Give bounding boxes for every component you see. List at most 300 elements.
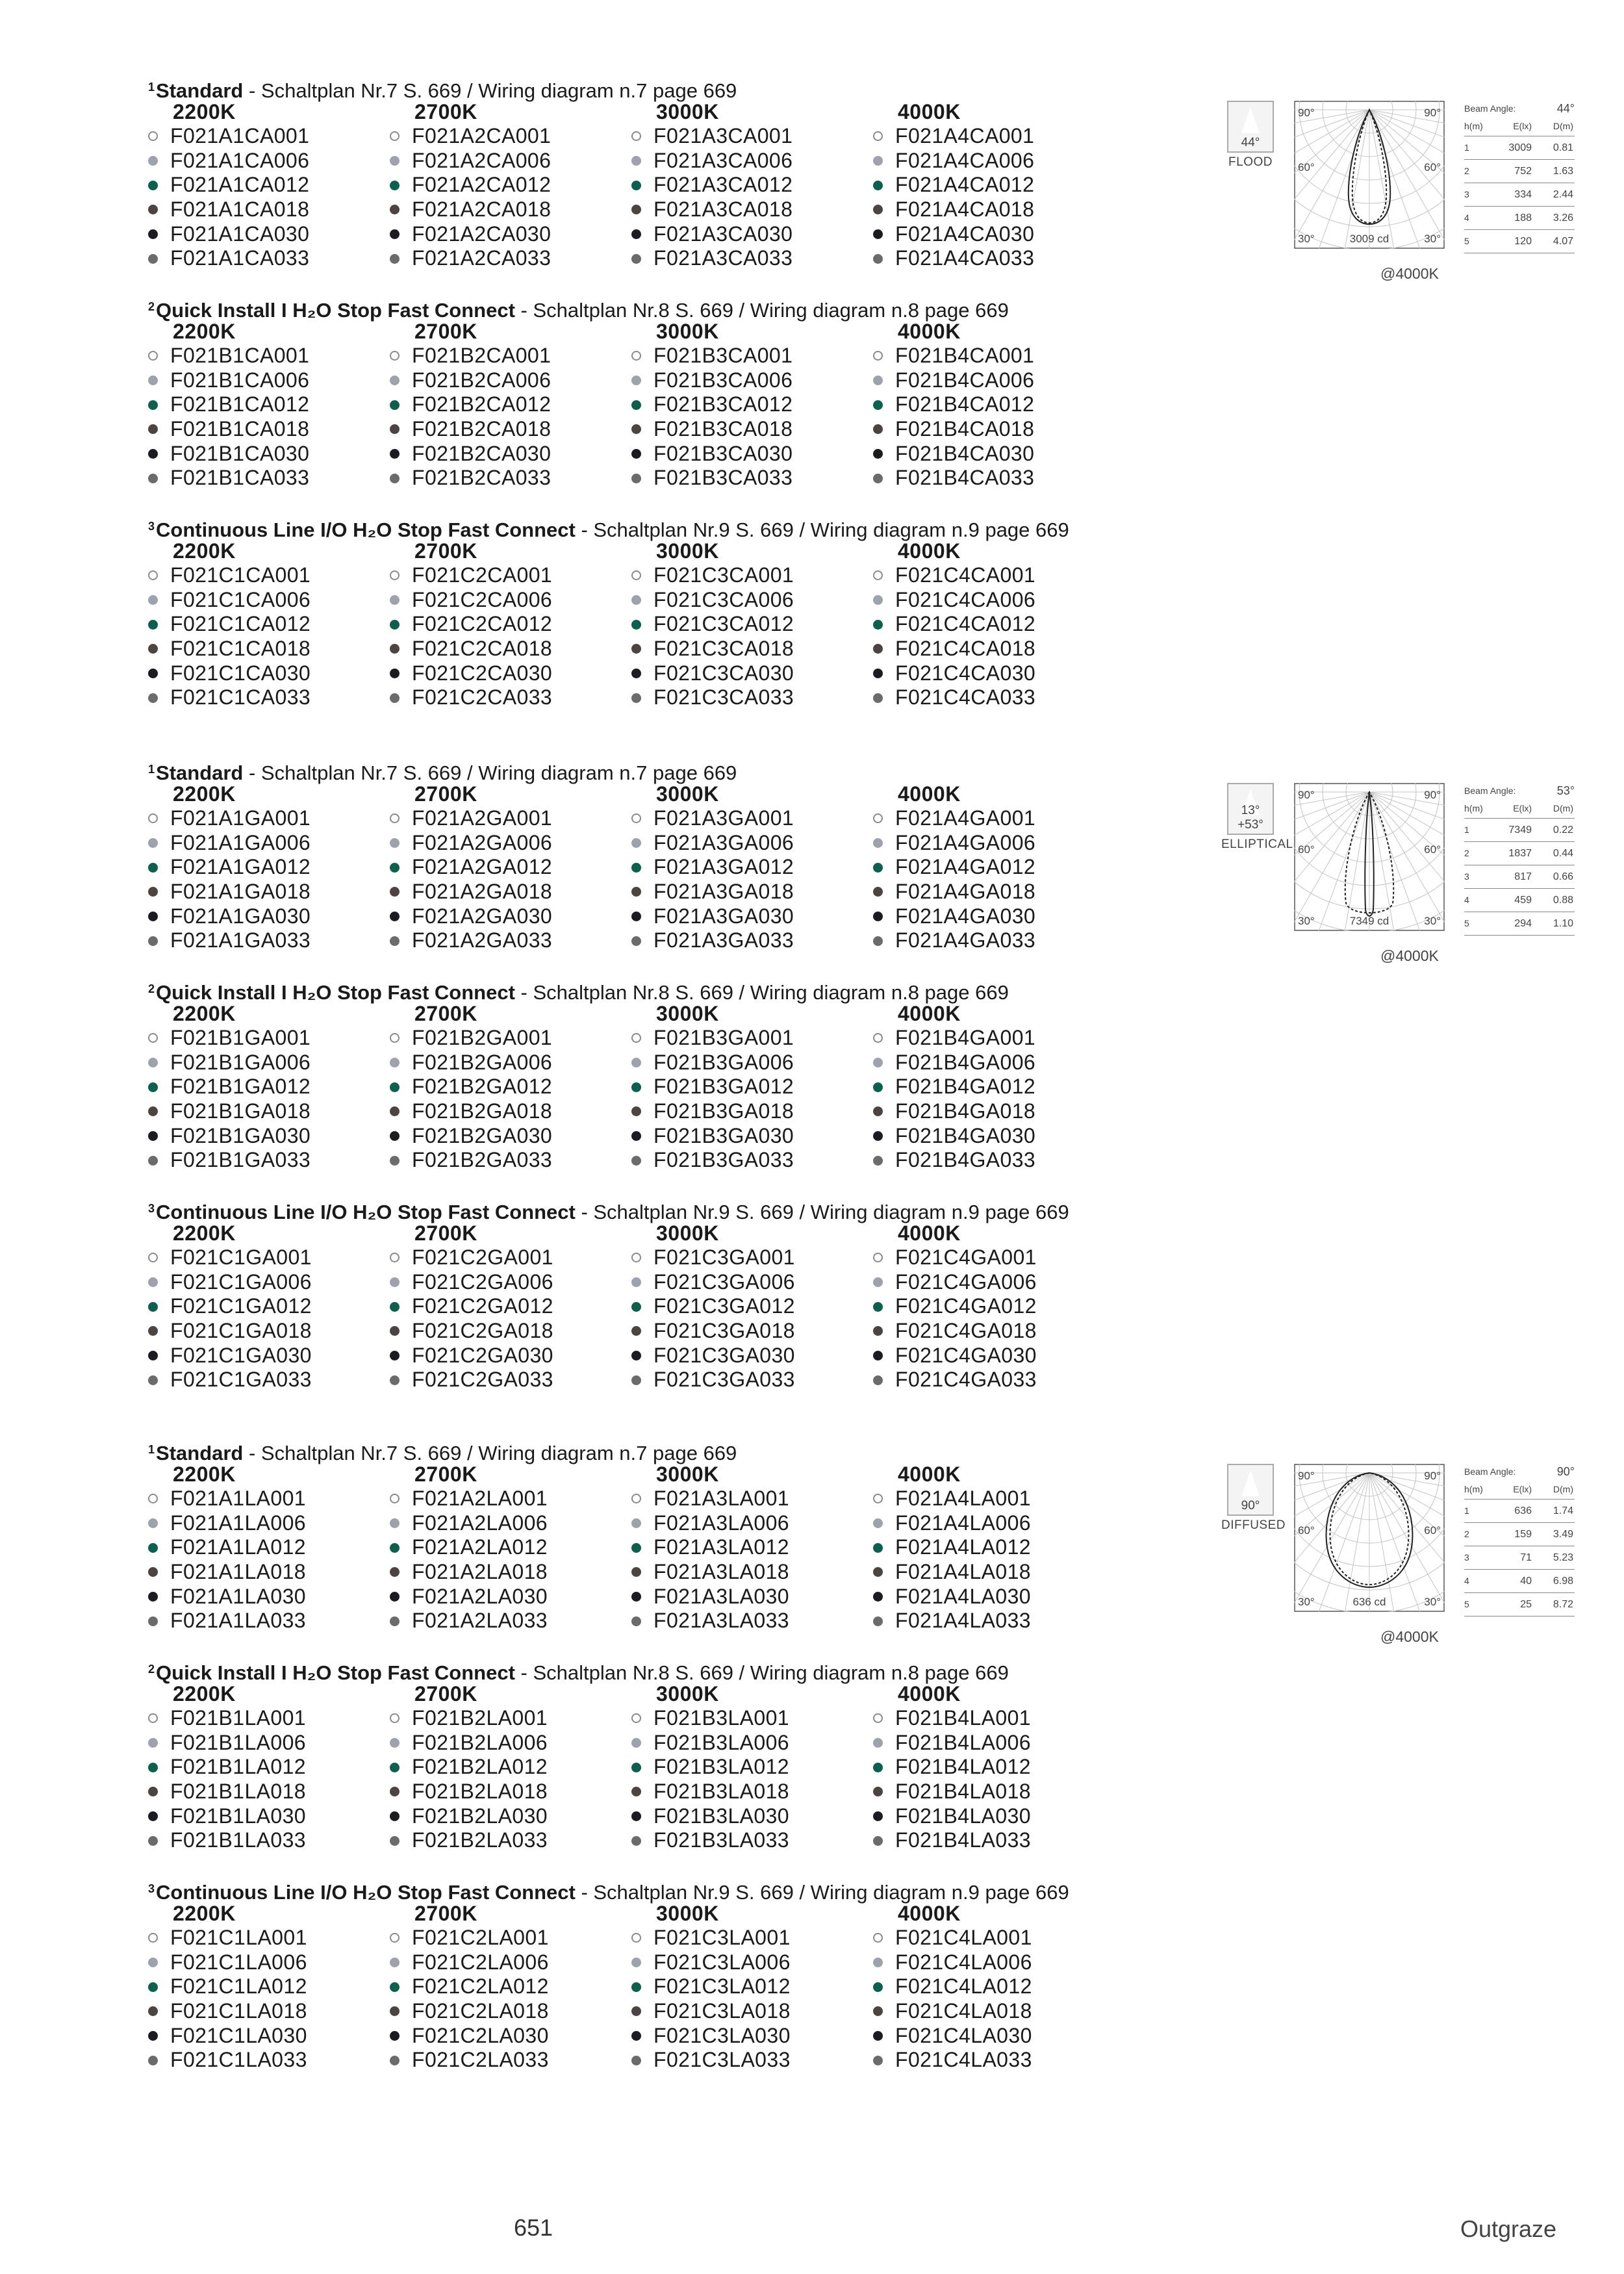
product-code-item [148,1585,390,1609]
product-code-item [873,588,1115,613]
product-code: F021A3GA012 [653,855,794,879]
beam-table [1464,101,1575,253]
beam-table-cell: 8.72 [1553,1599,1573,1610]
product-code-item [873,222,1115,247]
beam-table-cell: 3 [1464,189,1469,199]
product-code: F021A4LA033 [895,1609,1032,1633]
angle-label-90-right: 90° [1424,1470,1441,1482]
beam-table-cell: 5 [1464,236,1469,246]
angle-label-60-right: 60° [1424,843,1441,856]
product-code: F021C2LA012 [412,1974,549,1999]
finish-swatch-icon [148,1933,158,1943]
beam-table-row [1464,1593,1575,1616]
finish-swatch-icon [631,1738,641,1748]
product-code-item [631,1828,873,1853]
product-code: F021A4CA030 [895,222,1035,246]
product-code: F021B2LA030 [412,1804,548,1828]
product-subgroup [148,75,1174,294]
finish-swatch-icon [873,1156,883,1166]
beam-table-header [1464,116,1575,136]
finish-swatch-icon [390,1982,400,1992]
finish-swatch-icon [390,595,400,605]
beam-table-cell: 3.49 [1553,1529,1573,1540]
beam-table-cell: 1837 [1508,848,1532,859]
finish-swatch-icon [631,1543,641,1553]
product-code: F021C3GA001 [653,1246,795,1269]
beam-table-header-cell: h(m) [1464,121,1483,131]
finish-swatch-icon [873,1543,883,1553]
product-group [148,75,1174,734]
color-temperature-header: 2200K [173,539,236,563]
product-code-item [148,1246,390,1270]
beam-table-header-cell: D(m) [1553,121,1573,131]
product-code-item [148,588,390,613]
product-code-item [390,368,631,393]
product-code: F021B1GA018 [170,1099,311,1123]
product-code: F021C4GA012 [895,1294,1037,1318]
finish-swatch-icon [631,1811,641,1821]
product-code-item [873,1075,1115,1099]
finish-swatch-icon [390,887,400,897]
product-code: F021C1LA001 [170,1926,307,1949]
color-temperature-header: 2200K [173,1221,236,1245]
product-code: F021A1LA018 [170,1560,307,1584]
product-code-item [148,661,390,686]
product-code-item [631,1511,873,1536]
product-code-item [631,417,873,442]
product-code-item [148,2048,390,2073]
beam-table-cell: 4.07 [1553,236,1573,247]
product-code: F021A4GA006 [895,830,1036,854]
product-code: F021C3CA018 [653,637,794,661]
temperature-columns [148,1462,1174,1633]
temperature-column [873,1001,1115,1173]
product-code: F021B4CA018 [895,417,1035,441]
product-code: F021A1GA001 [170,806,311,830]
photometric-panel [1221,101,1585,315]
product-code-item [873,904,1115,929]
product-code: F021C2LA033 [412,2048,549,2072]
color-temperature-header: 4000K [898,1221,961,1245]
finish-swatch-icon [148,1567,158,1577]
finish-swatch-icon [631,1787,641,1796]
product-code-item [148,1270,390,1295]
product-code: F021B2LA033 [412,1828,548,1852]
beam-table-cell: 0.44 [1553,848,1573,859]
finish-swatch-icon [148,863,158,873]
product-code: F021B3GA033 [653,1148,794,1172]
product-code-item [873,1731,1115,1756]
finish-swatch-icon [390,1326,400,1336]
polar-diagram [1294,101,1445,249]
product-code: F021B1LA001 [170,1706,307,1730]
product-code-item [390,1368,631,1392]
product-code-item [148,880,390,904]
product-code-item [390,1755,631,1780]
finish-swatch-icon [631,912,641,921]
color-temperature-header: 2700K [414,100,477,123]
product-code: F021A4GA030 [895,904,1036,928]
product-code: F021A2LA030 [412,1584,548,1608]
temperature-columns [148,1681,1174,1853]
product-code: F021A2CA018 [412,198,552,222]
lens-icon [1227,783,1274,835]
lens-type: ELLIPTICAL [1221,837,1293,851]
product-code: F021B2LA001 [412,1706,548,1730]
product-code-item [873,1319,1115,1344]
temperature-columns [148,782,1174,953]
beam-table-cell: 1.10 [1553,918,1573,929]
subgroup-name: Standard [156,79,244,102]
subgroup-heading [148,1657,1174,1684]
finish-swatch-icon [390,669,400,678]
finish-swatch-icon [148,1958,158,1967]
product-code: F021A2GA033 [412,928,553,952]
product-code: F021A4LA006 [895,1511,1032,1535]
product-code: F021B2LA018 [412,1780,548,1804]
finish-swatch-icon [873,1082,883,1092]
finish-swatch-icon [148,887,158,897]
product-code: F021A3GA018 [653,880,794,904]
product-code: F021B4GA012 [895,1075,1036,1099]
product-code-item [148,442,390,466]
subgroup-heading [148,757,1174,782]
product-code-item [873,1026,1115,1051]
beam-table-cell: 188 [1514,212,1532,224]
product-code: F021C1CA006 [170,587,311,611]
product-code-item [631,1974,873,1999]
product-code: F021C4LA030 [895,2023,1032,2047]
color-temperature-header: 4000K [898,1902,961,1925]
lens-angle: 13°+53° [1237,804,1263,832]
finish-swatch-icon [390,644,400,654]
product-code-item [631,855,873,880]
color-temperature-header: 3000K [656,1682,719,1706]
finish-swatch-icon [873,254,883,264]
product-code-item [148,1026,390,1051]
product-subgroup [148,1437,1174,1657]
beam-table-header [1464,798,1575,819]
beam-table-header-cell: E(lx) [1513,1484,1532,1494]
temperature-column [390,782,631,953]
product-code: F021B1CA033 [170,466,310,490]
color-temperature-header: 2700K [414,1902,477,1925]
wiring-note: - Schaltplan Nr.9 S. 669 / Wiring diagram n.9 page 669 [575,518,1069,541]
product-code: F021C2CA030 [412,661,553,685]
temperature-column [390,99,631,271]
finish-swatch-icon [148,1131,158,1141]
finish-swatch-icon [390,1738,400,1748]
beam-table-cell: 2 [1464,1529,1469,1539]
angle-label-60-left: 60° [1298,161,1315,173]
finish-swatch-icon [148,156,158,166]
product-code-item [390,246,631,271]
temperature-column [873,1221,1115,1392]
product-code: F021C3LA012 [653,1974,791,1999]
product-code: F021A1CA012 [170,173,310,197]
product-code: F021B4CA030 [895,441,1035,465]
product-code-item [148,149,390,173]
finish-swatch-icon [148,912,158,921]
temperature-column [148,1901,390,2073]
finish-swatch-icon [873,595,883,605]
peak-candela: 7349 cd [1349,915,1389,927]
product-code: F021A1GA012 [170,855,311,879]
product-code: F021B3LA006 [653,1730,790,1754]
product-code: F021A4LA018 [895,1560,1032,1584]
product-code-item [873,2048,1115,2073]
product-code: F021C2CA018 [412,637,553,661]
product-code-item [390,588,631,613]
angle-label-90-left: 90° [1298,107,1315,119]
product-code: F021B1LA012 [170,1755,307,1779]
product-code: F021C1GA012 [170,1294,312,1318]
product-code-item [148,417,390,442]
finish-swatch-icon [631,424,641,434]
beam-table-cell: 636 [1514,1505,1532,1516]
beam-table [1464,1464,1575,1616]
product-subgroup [148,1657,1174,1876]
beam-table-cell: 0.88 [1553,895,1573,906]
beam-table-cell: 1 [1464,824,1469,835]
beam-table-cell: 40 [1520,1576,1532,1587]
product-code: F021C2CA033 [412,685,553,709]
finish-swatch-icon [148,1811,158,1821]
product-code-item [148,1051,390,1075]
beam-table-header-cell: E(lx) [1513,803,1532,813]
temperature-column [148,1681,390,1853]
finish-swatch-icon [873,1738,883,1748]
temperature-column [873,319,1115,491]
product-code: F021B3LA012 [653,1755,790,1779]
color-temperature-header: 4000K [898,539,961,563]
finish-swatch-icon [873,229,883,239]
product-code-item [631,806,873,831]
finish-swatch-icon [631,1616,641,1626]
product-code-item [631,1246,873,1270]
product-code: F021A1CA030 [170,222,310,246]
product-code-item [873,855,1115,880]
color-temperature-header: 3000K [656,100,719,123]
beam-angle-row [1464,1464,1575,1479]
beam-table-row [1464,1500,1575,1523]
product-code-item [390,1051,631,1075]
product-code-item [390,1999,631,2024]
product-code-item [873,442,1115,466]
product-code: F021C4LA018 [895,1999,1032,2023]
product-code-item [873,1487,1115,1511]
product-code-item [390,466,631,491]
finish-swatch-icon [631,2006,641,2016]
temperature-column [148,1462,390,1633]
product-code: F021A1CA001 [170,124,310,147]
product-code: F021C3CA006 [653,587,794,611]
product-code: F021A2GA001 [412,806,553,830]
product-code-item [148,124,390,149]
product-code: F021A4CA012 [895,173,1035,197]
beam-table-cell: 0.22 [1553,824,1573,836]
product-code-item [390,880,631,904]
product-code: F021B3GA006 [653,1050,794,1074]
footnote-marker: 3 [148,1202,155,1215]
finish-swatch-icon [631,1567,641,1577]
product-code: F021A3GA006 [653,830,794,854]
product-code-item [873,1344,1115,1368]
product-code: F021C2LA001 [412,1926,549,1949]
product-code: F021B1LA006 [170,1730,307,1754]
product-code: F021C1LA012 [170,1974,307,1999]
product-code: F021A1LA006 [170,1511,307,1535]
beam-table-cell: 2.44 [1553,189,1573,200]
product-code-item [631,1560,873,1585]
color-temperature-header: 3000K [656,1221,719,1245]
finish-swatch-icon [873,1302,883,1312]
finish-swatch-icon [148,813,158,823]
finish-swatch-icon [148,1518,158,1528]
finish-swatch-icon [148,1302,158,1312]
product-code-item [873,1828,1115,1853]
finish-swatch-icon [148,1713,158,1723]
finish-swatch-icon [390,424,400,434]
finish-swatch-icon [390,156,400,166]
product-code: F021B1CA018 [170,417,310,441]
product-code-item [390,1270,631,1295]
product-code-item [148,198,390,222]
product-code-item [148,1706,390,1731]
finish-swatch-icon [873,1106,883,1116]
product-code-item [390,417,631,442]
product-code: F021A3CA012 [653,173,793,197]
product-code-item [873,1950,1115,1975]
product-subgroup [148,977,1174,1196]
finish-swatch-icon [390,813,400,823]
product-code-item [148,1487,390,1511]
finish-swatch-icon [390,400,400,410]
product-code: F021B4GA030 [895,1123,1036,1147]
product-code: F021A1GA006 [170,830,311,854]
product-code-item [631,392,873,417]
product-code-item [873,417,1115,442]
angle-label-90-right: 90° [1424,789,1441,801]
product-subgroup [148,1876,1174,2096]
product-code: F021B4LA012 [895,1755,1032,1779]
product-code: F021A3CA006 [653,148,793,172]
finish-swatch-icon [148,1787,158,1796]
product-code: F021B2GA006 [412,1050,553,1074]
product-code: F021C1GA030 [170,1343,312,1367]
finish-swatch-icon [148,1351,158,1361]
product-code-item [631,904,873,929]
finish-swatch-icon [148,1616,158,1626]
finish-swatch-icon [390,1277,400,1287]
product-code: F021B2CA001 [412,344,552,367]
finish-swatch-icon [390,936,400,946]
finish-swatch-icon [148,1156,158,1166]
product-code-item [873,928,1115,953]
product-code-item [873,1148,1115,1173]
product-code: F021B2LA006 [412,1730,548,1754]
beam-table-cell: 1.74 [1553,1505,1573,1516]
beam-table-cell: 4 [1464,212,1469,223]
finish-swatch-icon [631,1351,641,1361]
product-code-item [390,1511,631,1536]
product-code-item [390,855,631,880]
finish-swatch-icon [631,1131,641,1141]
finish-swatch-icon [148,376,158,385]
color-temperature-header: 2200K [173,1682,236,1706]
finish-swatch-icon [390,1082,400,1092]
finish-swatch-icon [390,205,400,214]
product-code-item [390,904,631,929]
peak-candela: 3009 cd [1349,233,1389,245]
product-code: F021A1LA030 [170,1584,307,1608]
product-code: F021C1GA033 [170,1368,312,1392]
beam-angle-value: 90° [1556,1465,1575,1478]
product-code-item [631,1999,873,2024]
finish-swatch-icon [390,1836,400,1846]
finish-swatch-icon [631,1058,641,1067]
product-code: F021C3CA033 [653,685,794,709]
product-code-item [631,1319,873,1344]
product-code: F021A4GA001 [895,806,1036,830]
finish-swatch-icon [148,1058,158,1067]
color-temperature-header: 2700K [414,320,477,343]
product-group [148,757,1174,1416]
angle-label-90-right: 90° [1424,107,1441,119]
product-code-item [631,1609,873,1633]
color-temperature-header: 4000K [898,782,961,806]
finish-swatch-icon [390,181,400,190]
finish-swatch-icon [873,813,883,823]
color-temperature-header: 4000K [898,1682,961,1706]
temperature-column [390,1901,631,2073]
beam-table-row [1464,1523,1575,1546]
product-code-item [873,612,1115,637]
product-code: F021A2LA018 [412,1560,548,1584]
product-code-item [390,1804,631,1829]
beam-table-cell: 159 [1514,1529,1532,1540]
finish-swatch-icon [631,2031,641,2041]
footnote-marker: 3 [148,520,155,533]
subgroup-heading [148,294,1174,322]
product-code: F021A3GA030 [653,904,794,928]
finish-swatch-icon [148,351,158,361]
product-code-item [148,1804,390,1829]
finish-swatch-icon [148,2031,158,2041]
product-code-item [631,466,873,491]
color-temperature-header: 3000K [656,1463,719,1486]
subgroup-name: Quick Install I H₂O Stop Fast Connect [156,299,515,322]
product-code-item [148,1560,390,1585]
product-code: F021C2LA030 [412,2023,549,2047]
product-code-item [631,928,873,953]
temperature-column [390,319,631,491]
product-code-item [873,368,1115,393]
product-code: F021C3LA033 [653,2048,791,2072]
footnote-marker: 2 [148,982,155,995]
product-subgroup [148,294,1174,514]
product-code-item [390,344,631,368]
product-code-item [390,1926,631,1950]
product-code-item [873,1270,1115,1295]
product-code-item [873,880,1115,904]
temperature-column [148,539,390,710]
finish-swatch-icon [873,863,883,873]
product-code-item [390,1026,631,1051]
angle-label-30-left: 30° [1298,1596,1315,1608]
product-code: F021B4GA033 [895,1148,1036,1172]
color-temperature-header: 3000K [656,539,719,563]
